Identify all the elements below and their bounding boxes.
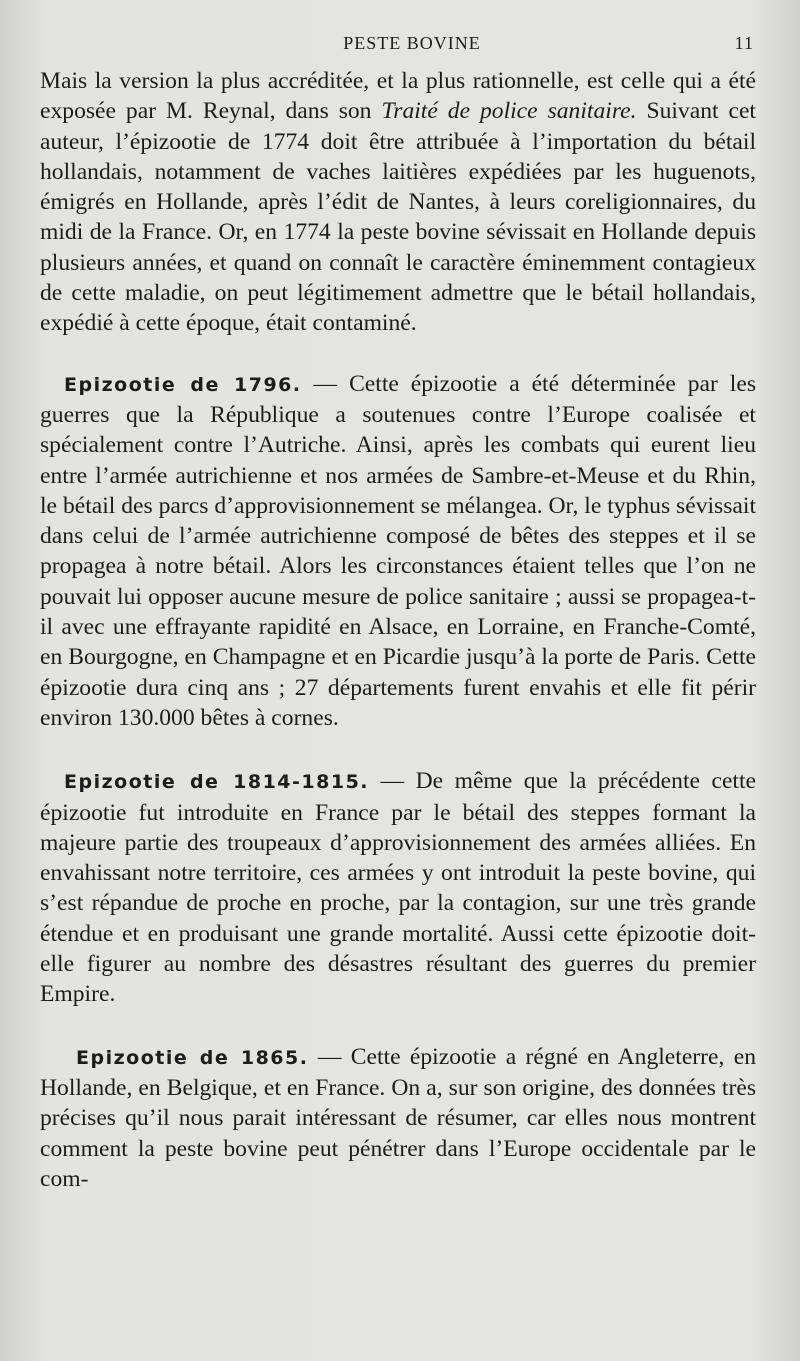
- paragraph-text: — Cette épizootie a régné en Angleterre, en Hollande, en Belgique, et en France. On a, sur son origine, des données très précises qu’il nous parait intéressant de résumer, car elles nous montrent comment la peste bovine peut pénétrer dans l’Europe occidentale par le com-: [40, 1043, 756, 1192]
- section-heading: Epizootie de 1865.: [76, 1046, 309, 1069]
- paragraph-text: Suivant cet auteur, l’épizootie de 1774 doit être attribuée à l’importation du bétail hollandais, notamment de vaches laitières expédiées par les huguenots, émigrés en Hollande, après l’édit de Nantes, à leurs coreligionnaires, du midi de la France. Or, en 1774 la peste bovine sévissait en Hollande depuis plusieurs années, et quand on connaît le caractère éminemment contagieux de cette maladie, on peut légitimement admettre que le bétail hollandais, expédié à cette époque, était contaminé.: [40, 98, 756, 337]
- running-header: [40, 33, 754, 57]
- section-1865: [40, 1042, 756, 1194]
- section-heading: Epizootie de 1814-1815.: [64, 771, 370, 794]
- page-body: [40, 66, 756, 1194]
- section-1814-1815: [40, 766, 756, 1009]
- page-number: 11: [734, 33, 754, 53]
- section-1796: [40, 369, 756, 734]
- paragraph-1774-origin: [40, 66, 756, 339]
- paragraph-text: — De même que la précédente cette épizootie fut introduite en France par le bétail des steppes formant la majeure partie des troupeaux d’approvisionnement des armées alliées. En envahissant notre territoire, ces armées y ont introduit la peste bovine, qui s’est répandue de proche en proche, par la contagion, sur une très grande étendue et en produisant une grande mortalité. Aussi cette épizootie doit-elle figurer au nombre des désastres résultant des guerres du premier Empire.: [40, 768, 756, 1008]
- paragraph-text: — Cette épizootie a été déterminée par les guerres que la République a soutenues contre l’Europe coalisée et spécialement contre l’Autriche. Ainsi, après les combats qui eurent lieu entre l’armée autrichienne et nos armées de Sambre-et-Meuse et du Rhin, le bétail des parcs d’approvisionnement se mélangea. Or, le typhus sévissait dans celui de l’armée autrichienne composé de bêtes des steppes et il se propagea à notre bétail. Alors les circonstances étaient telles que l’on ne pouvait lui opposer aucune mesure de police sanitaire ; aussi se propagea-t-il avec une effrayante rapidité en Alsace, en Lorraine, en Franche-Comté, en Bourgogne, en Champagne et en Picardie jusqu’à la porte de Paris. Cette épizootie dura cinq ans ; 27 départements furent envahis et elle fit périr environ 130.000 bêtes à cornes.: [40, 370, 757, 731]
- paragraph-text: Mais la version la plus accréditée, et la plus rationnelle, est celle qui a été exposée par M. Reynal, dans son: [40, 68, 756, 125]
- book-title: Traité de police sanitaire.: [381, 98, 637, 125]
- section-heading: Epizootie de 1796.: [64, 373, 302, 396]
- running-title: PESTE BOVINE: [343, 33, 481, 53]
